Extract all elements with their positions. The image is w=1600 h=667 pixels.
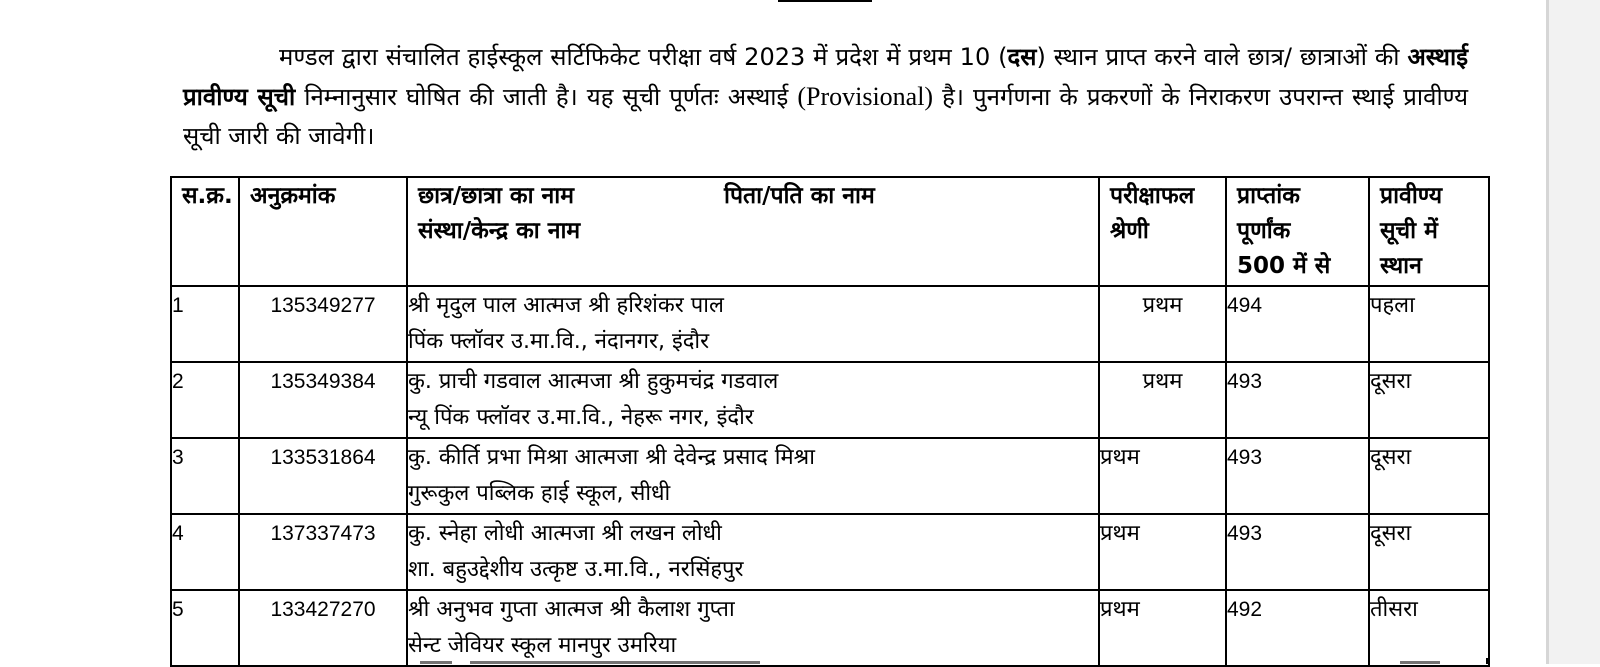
header-school-name: संस्था/केन्द्र का नाम (418, 218, 581, 244)
cell-roll-number: 135349384 (239, 362, 407, 438)
header-marks-cell (1226, 177, 1369, 286)
student-name-line: कु. प्राची गडवाल आत्मजा श्री हुकुमचंद्र गडवाल (408, 369, 779, 394)
intro-text-c: निम्नानुसार घोषित की जाती है। यह सूची पूर्णतः अस्थाई (295, 83, 798, 111)
cut-off-border (1486, 658, 1488, 664)
cell-result: प्रथम (1099, 362, 1226, 438)
cell-serial: 5 (171, 590, 239, 666)
next-row-cut-off (170, 658, 1488, 664)
header-marks-l1: प्राप्तांक (1237, 183, 1300, 209)
cell-serial: 4 (171, 514, 239, 590)
cell-result: प्रथम (1099, 590, 1226, 666)
cell-result: प्रथम (1099, 286, 1226, 362)
header-rank-l3: स्थान (1380, 253, 1422, 279)
cell-marks: 493 (1226, 514, 1369, 590)
student-name-line: श्री अनुभव गुप्ता आत्मज श्री कैलाश गुप्ता (408, 597, 735, 622)
cell-result: प्रथम (1099, 438, 1226, 514)
student-name-line: कु. कीर्ति प्रभा मिश्रा आत्मजा श्री देवेन्द्र प्रसाद मिश्रा (408, 445, 815, 470)
header-result-l1: परीक्षाफल (1110, 183, 1195, 209)
heading-underline (778, 0, 872, 2)
cell-rank: दूसरा (1369, 438, 1489, 514)
cell-rank: दूसरा (1369, 514, 1489, 590)
cell-marks: 494 (1226, 286, 1369, 362)
header-result-l2: श्रेणी (1110, 218, 1149, 244)
merit-list-table (170, 176, 1490, 667)
cell-rank: दूसरा (1369, 362, 1489, 438)
cell-roll-number: 137337473 (239, 514, 407, 590)
intro-list-name: अस्थाई प्रावीण्य सूची (183, 43, 1468, 111)
cut-off-border (1368, 658, 1370, 664)
cell-roll-number: 133427270 (239, 590, 407, 666)
intro-text-d: है। पुनर्गणना के प्रकरणों के निराकरण उपरान्त स्थाई प्रावीण्य सूची जारी की जावेगी। (183, 83, 1469, 150)
cell-result: प्रथम (1099, 514, 1226, 590)
table-row (171, 286, 1489, 362)
cut-off-border (406, 658, 408, 664)
cell-name (407, 590, 1099, 666)
header-marks-l2: पूर्णांक (1237, 218, 1291, 244)
table-row (171, 362, 1489, 438)
cell-roll-number: 135349277 (239, 286, 407, 362)
cell-name (407, 286, 1099, 362)
intro-provisional: (Provisional) (797, 82, 934, 111)
cell-marks: 493 (1226, 362, 1369, 438)
cell-roll-number: 133531864 (239, 438, 407, 514)
header-father-name: पिता/पति का नाम (724, 183, 875, 209)
intro-text-a: मण्डल द्वारा संचालित हाईस्कूल सर्टिफिकेट परीक्षा वर्ष 2023 में प्रदेश में प्रथम 10 ( (279, 43, 1008, 71)
header-rank-l2: सूची में (1380, 218, 1438, 244)
header-rank-l1: प्रावीण्य (1380, 183, 1443, 209)
cell-marks: 492 (1226, 590, 1369, 666)
cell-rank: तीसरा (1369, 590, 1489, 666)
school-name-line: गुरूकुल पब्लिक हाई स्कूल, सीधी (408, 481, 671, 506)
table-header-row (171, 177, 1489, 286)
table-row (171, 438, 1489, 514)
intro-paragraph (183, 38, 1468, 156)
cell-marks: 493 (1226, 438, 1369, 514)
table-row (171, 590, 1489, 666)
header-student-name: छात्र/छात्रा का नाम (418, 183, 575, 209)
cell-serial: 1 (171, 286, 239, 362)
cell-serial: 2 (171, 362, 239, 438)
cell-name (407, 362, 1099, 438)
header-marks-l3: 500 में से (1237, 253, 1331, 279)
cut-off-border (238, 658, 240, 664)
cell-name (407, 514, 1099, 590)
student-name-line: श्री मृदुल पाल आत्मज श्री हरिशंकर पाल (408, 293, 724, 318)
header-rank-cell (1369, 177, 1489, 286)
header-name-cell (407, 177, 1099, 286)
header-roll-number: अनुक्रमांक (239, 177, 407, 286)
header-result-cell (1099, 177, 1226, 286)
intro-count-word: दस (1007, 43, 1037, 71)
student-name-line: कु. स्नेहा लोधी आत्मजा श्री लखन लोधी (408, 521, 722, 546)
school-name-line: सेन्ट जेवियर स्कूल मानपुर उमरिया (408, 633, 677, 658)
school-name-line: पिंक फ्लॉवर उ.मा.वि., नंदानगर, इंदौर (408, 329, 710, 354)
header-serial: स.क्र. (171, 177, 239, 286)
scrollbar-edge (1546, 0, 1549, 664)
school-name-line: न्यू पिंक फ्लॉवर उ.मा.वि., नेहरू नगर, इंदौर (408, 405, 754, 430)
intro-text-b: ) स्थान प्राप्त करने वाले छात्र/ छात्राओं की (1036, 43, 1408, 71)
cut-off-border (1098, 658, 1100, 664)
cell-rank: पहला (1369, 286, 1489, 362)
cut-off-border (1225, 658, 1227, 664)
cell-serial: 3 (171, 438, 239, 514)
table-row (171, 514, 1489, 590)
school-name-line: शा. बहुउद्देशीय उत्कृष्ट उ.मा.वि., नरसिंहपुर (408, 557, 744, 582)
vertical-scrollbar[interactable] (1546, 0, 1600, 664)
cell-name (407, 438, 1099, 514)
cut-off-border (170, 658, 172, 664)
